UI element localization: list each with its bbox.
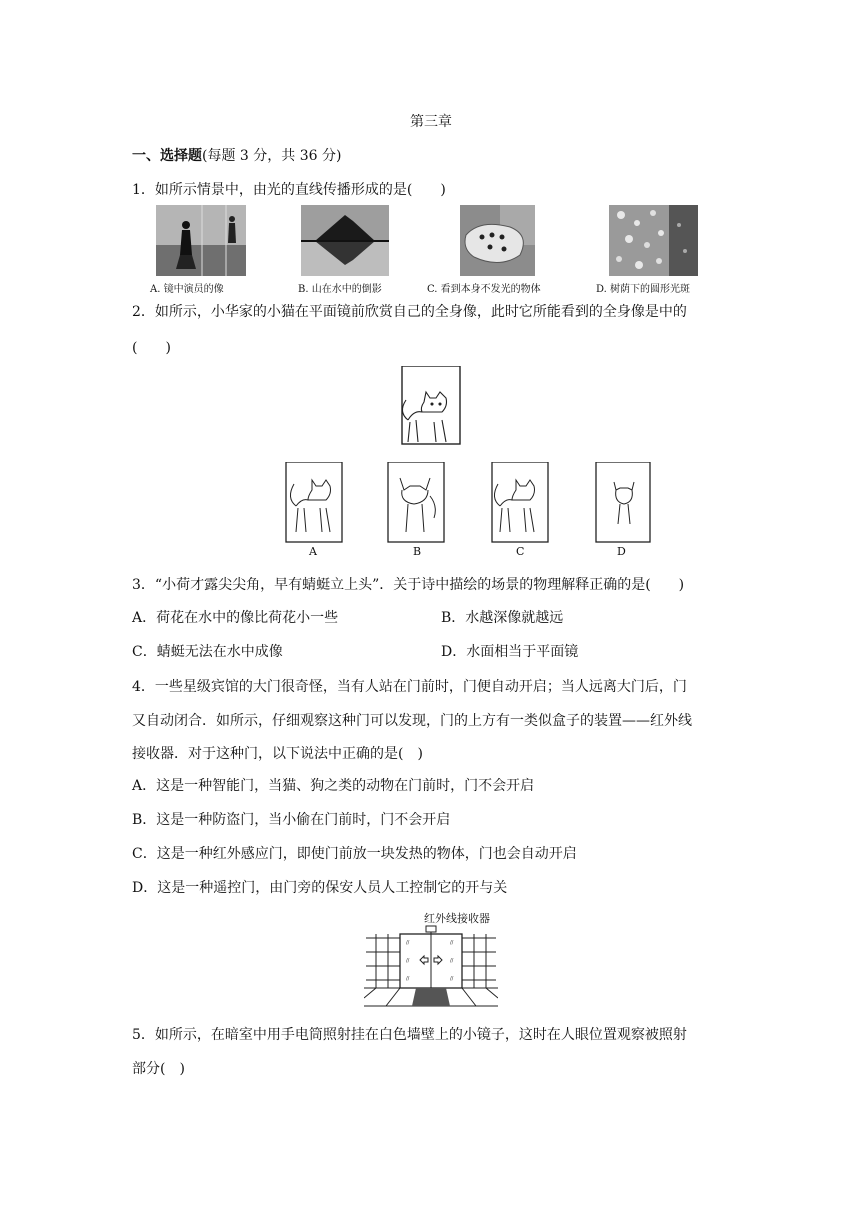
- q2-label-b: B: [413, 545, 422, 558]
- q5-line1[interactable]: 5．如所示，在暗室中用手电筒照射挂在白色墙壁上的小镜子，这时在人眼位置观察被照射: [132, 1027, 687, 1043]
- q4-figure-label: 红外线接收器: [424, 912, 490, 925]
- q1-caption-c: C. 看到本身不发光的物体: [427, 284, 541, 295]
- q2-options-figure: [284, 462, 654, 558]
- svg-text://: //: [406, 958, 410, 964]
- q2-label-c: C: [516, 545, 525, 558]
- q5-line2[interactable]: 部分( ): [132, 1061, 185, 1077]
- q3-option-a[interactable]: A．荷花在水中的像比荷花小一些: [132, 610, 339, 626]
- q3-stem[interactable]: 3．“小荷才露尖尖角，早有蜻蜓立上头”．关于诗中描绘的场景的物理解释正确的是( ): [132, 577, 685, 593]
- q2-stem-line2[interactable]: ( ): [132, 340, 171, 356]
- q1-photo-a: [156, 205, 246, 276]
- q3-option-b[interactable]: B．水越深像就越远: [441, 610, 564, 626]
- q1-photo-c: [460, 205, 535, 276]
- q1-caption-d: D. 树荫下的圆形光斑: [596, 284, 691, 295]
- section-note: (每题 3 分，共 36 分): [202, 148, 342, 164]
- svg-text://: //: [406, 940, 410, 946]
- q1-stem[interactable]: 1．如所示情景中，由光的直线传播形成的是( ): [132, 182, 446, 198]
- q4-line1[interactable]: 4．一些星级宾馆的大门很奇怪，当有人站在门前时，门便自动开启；当人远离大门后，门: [132, 679, 687, 695]
- svg-text://: //: [450, 958, 454, 964]
- q4-door-figure: [364, 924, 498, 1008]
- q2-mirror-figure: [396, 366, 462, 446]
- q1-photo-d: [609, 205, 698, 276]
- q1-caption-a: A. 镜中演员的像: [150, 284, 224, 295]
- q1-caption-b: B. 山在水中的倒影: [298, 284, 382, 295]
- q1-photo-b: [301, 205, 389, 276]
- section-label: 一、选择题: [132, 148, 202, 164]
- section-heading: [132, 146, 341, 166]
- q4-line3[interactable]: 接收器．对于这种门，以下说法中正确的是( ): [132, 746, 423, 762]
- page-title: 第三章: [410, 114, 452, 130]
- q4-option-c[interactable]: C．这是一种红外感应门，即使门前放一块发热的物体，门也会自动开启: [132, 846, 577, 862]
- q2-label-a: A: [309, 545, 317, 558]
- q4-option-d[interactable]: D．这是一种遥控门，由门旁的保安人员人工控制它的开与关: [132, 880, 508, 896]
- q4-option-a[interactable]: A．这是一种智能门，当猫、狗之类的动物在门前时，门不会开启: [132, 778, 535, 794]
- svg-text://: //: [406, 976, 410, 982]
- q3-option-d[interactable]: D．水面相当于平面镜: [441, 644, 579, 660]
- svg-text://: //: [450, 976, 454, 982]
- q2-label-d: D: [617, 545, 626, 558]
- q4-line2[interactable]: 又自动闭合．如所示，仔细观察这种门可以发现，门的上方有一类似盒子的装置——红外线: [132, 713, 692, 729]
- q4-option-b[interactable]: B．这是一种防盗门，当小偷在门前时，门不会开启: [132, 812, 451, 828]
- q3-option-c[interactable]: C．蜻蜓无法在水中成像: [132, 644, 283, 660]
- svg-text://: //: [450, 940, 454, 946]
- q2-stem-line1[interactable]: 2．如所示，小华家的小猫在平面镜前欣赏自己的全身像，此时它所能看到的全身像是中的: [132, 304, 687, 320]
